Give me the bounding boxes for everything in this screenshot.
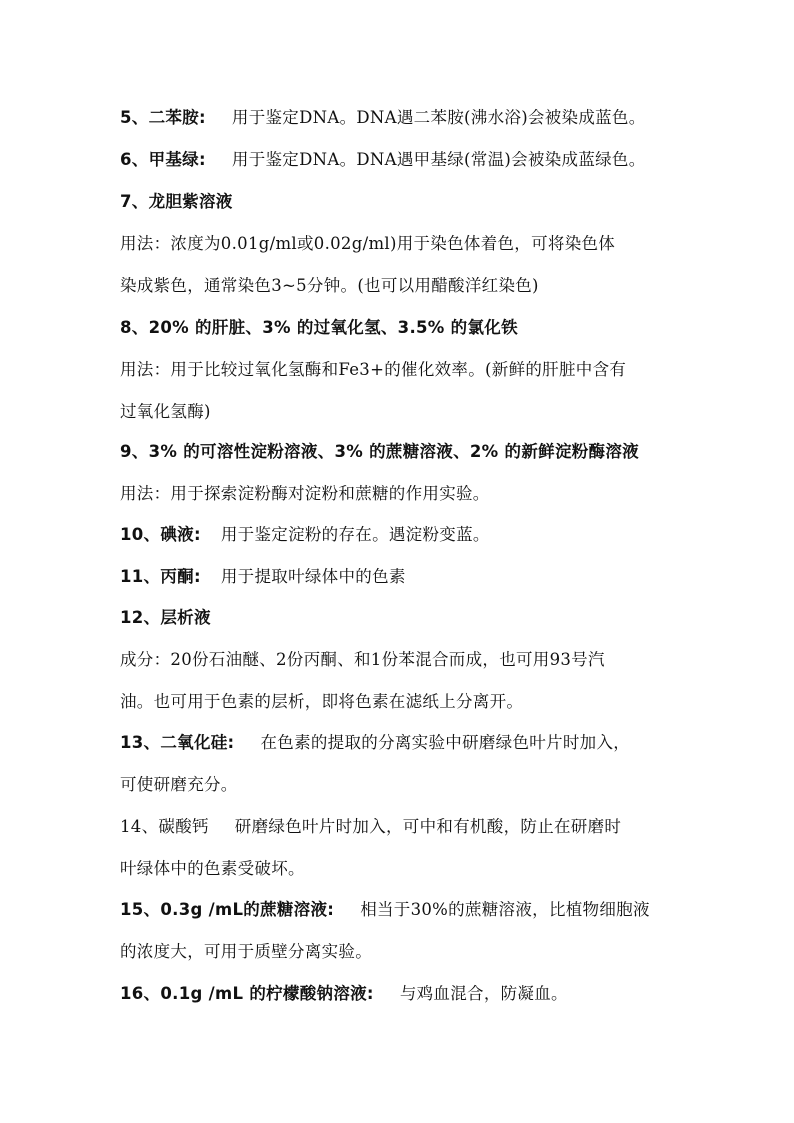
item-13-continuation: 可使研磨充分。 [120, 775, 238, 794]
item-8-line-1: 用法：用于比较过氧化氢酶和Fe3+的催化效率。(新鲜的肝脏中含有 [120, 360, 627, 379]
item-7-line-2: 染成紫色，通常染色3~5分钟。(也可以用醋酸洋红染色) [120, 276, 539, 295]
item-6 [120, 149, 700, 171]
item-9-line-1: 用法：用于探索淀粉酶对淀粉和蔗糖的作用实验。 [120, 484, 490, 503]
item-13-text: 在色素的提取的分离实验中研磨绿色叶片时加入， [260, 733, 631, 752]
item-16-text: 与鸡血混合，防凝血。 [399, 984, 568, 1003]
item-11-heading: 11、丙酮: [120, 567, 201, 586]
item-7-line-1: 用法：浓度为0.01g/ml或0.02g/ml)用于染色体着色，可将染色体 [120, 234, 616, 253]
item-8-line-2: 过氧化氢酶) [120, 402, 211, 421]
item-10-heading: 10、碘液: [120, 525, 201, 544]
item-12-line-2: 油。也可用于色素的层析，即将色素在滤纸上分离开。 [120, 692, 524, 711]
item-7-heading: 7、龙胆紫溶液 [120, 192, 233, 211]
item-15-heading: 15、0.3g /mL的蔗糖溶液: [120, 900, 335, 919]
item-15-text: 相当于30%的蔗糖溶液，比植物细胞液 [360, 900, 650, 919]
item-13 [120, 732, 700, 754]
item-11 [120, 566, 700, 588]
item-16-heading: 16、0.1g /mL 的柠檬酸钠溶液: [120, 984, 374, 1003]
item-16 [120, 983, 700, 1005]
item-9-heading: 9、3% 的可溶性淀粉溶液、3% 的蔗糖溶液、2% 的新鲜淀粉酶溶液 [120, 442, 639, 461]
item-12-heading: 12、层析液 [120, 608, 211, 627]
item-5-heading: 5、二苯胺: [120, 108, 206, 127]
item-5-text: 用于鉴定DNA。DNA遇二苯胺(沸水浴)会被染成蓝色。 [231, 108, 646, 127]
item-5 [120, 107, 700, 129]
item-15-continuation: 的浓度大，可用于质壁分离实验。 [120, 942, 372, 961]
item-14 [120, 816, 700, 838]
item-12-line-1: 成分：20份石油醚、2份丙酮、和1份苯混合而成，也可用93号汽 [120, 650, 605, 669]
item-10 [120, 524, 700, 546]
item-14-continuation: 叶绿体中的色素受破坏。 [120, 859, 305, 878]
item-15 [120, 899, 700, 921]
item-10-text: 用于鉴定淀粉的存在。遇淀粉变蓝。 [220, 525, 490, 544]
item-6-heading: 6、甲基绿: [120, 150, 206, 169]
item-14-heading: 14、碳酸钙 [120, 817, 209, 836]
item-14-text: 研磨绿色叶片时加入，可中和有机酸，防止在研磨时 [234, 817, 622, 836]
item-6-text: 用于鉴定DNA。DNA遇甲基绿(常温)会被染成蓝绿色。 [231, 150, 646, 169]
item-11-text: 用于提取叶绿体中的色素 [220, 567, 406, 586]
item-13-heading: 13、二氧化硅: [120, 733, 235, 752]
item-8-heading: 8、20% 的肝脏、3% 的过氧化氢、3.5% 的氯化铁 [120, 318, 518, 337]
